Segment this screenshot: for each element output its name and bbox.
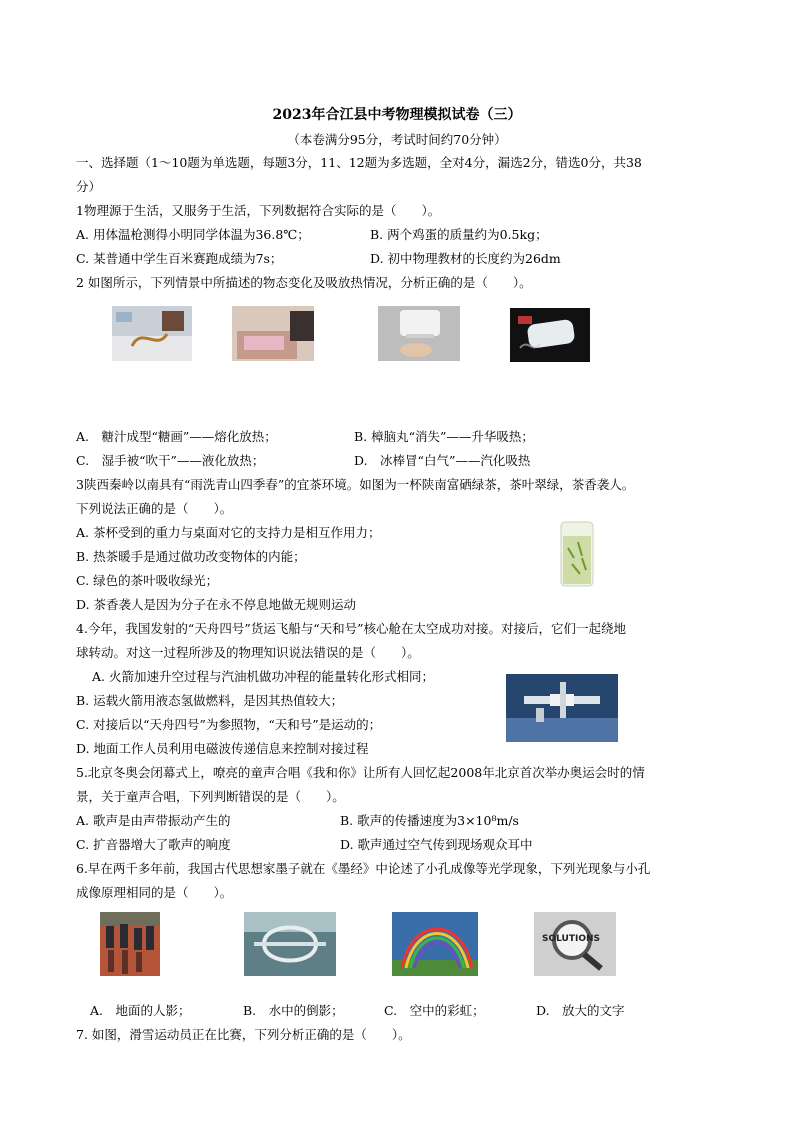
q2-image-camphor xyxy=(232,306,314,361)
q6-stem-line1: 6.早在两千多年前，我国古代思想家墨子就在《墨经》中论述了小孔成像等光学现象，下列光现象与小孔 xyxy=(76,861,651,876)
q4-image-space-station xyxy=(506,674,618,742)
q6-option-c: C. 空中的彩虹； xyxy=(384,1003,485,1018)
q1-option-d: D. 初中物理教材的长度约为26dm xyxy=(370,251,561,266)
section-heading-line2: 分） xyxy=(76,179,102,194)
q5-stem-line2: 景，关于童声合唱，下列判断错误的是（ ）。 xyxy=(76,789,345,804)
q1-option-c: C. 某普通中学生百米赛跑成绩为7s； xyxy=(76,251,283,266)
q6-image-rainbow xyxy=(392,912,478,976)
q3-stem-line2: 下列说法正确的是（ ）。 xyxy=(76,501,233,516)
q1-stem: 1物理源于生活，又服务于生活，下列数据符合实际的是（ ）。 xyxy=(76,203,441,218)
q5-option-a: A. 歌声是由声带振动产生的 xyxy=(76,813,231,828)
q3-option-c: C. 绿色的茶叶吸收绿光； xyxy=(76,573,219,588)
q2-option-b: B. 樟脑丸“消失”——升华吸热； xyxy=(354,429,534,444)
q6-option-d: D. 放大的文字 xyxy=(536,1003,625,1018)
q2-stem: 2 如图所示，下列情景中所描述的物态变化及吸放热情况，分析正确的是（ ）。 xyxy=(76,275,532,290)
q2-option-d: D. 冰棒冒“白气”——汽化吸热 xyxy=(354,453,531,468)
q4-option-a: A. 火箭加速升空过程与汽油机做功冲程的能量转化形式相同； xyxy=(92,669,434,684)
q2-image-hand-dryer xyxy=(378,306,460,361)
q6-option-a: A. 地面的人影； xyxy=(90,1003,191,1018)
page-subtitle: （本卷满分95分，考试时间约70分钟） xyxy=(287,132,507,147)
q2-image-ice-pop xyxy=(510,308,590,362)
q2-option-a: A. 糖汁成型“糖画”——熔化放热； xyxy=(76,429,277,444)
q4-option-d: D. 地面工作人员利用电磁波传递信息来控制对接过程 xyxy=(76,741,369,756)
q5-option-c: C. 扩音器增大了歌声的响度 xyxy=(76,837,231,852)
q1-option-b: B. 两个鸡蛋的质量约为0.5kg； xyxy=(370,227,548,242)
q6-image-shadow xyxy=(100,912,160,976)
q2-option-c: C. 湿手被“吹干”——液化放热； xyxy=(76,453,265,468)
q4-option-c: C. 对接后以“天舟四号”为参照物，“天和号”是运动的； xyxy=(76,717,382,732)
q3-stem-line1: 3陕西秦岭以南具有“雨洗青山四季春”的宜茶环境。如图为一杯陕南富硒绿茶，茶叶翠绿，茶香袭人。 xyxy=(76,477,635,492)
q6-image-magnifier xyxy=(534,912,616,976)
q5-stem-line1: 5.北京冬奥会闭幕式上，嘹亮的童声合唱《我和你》让所有人回忆起2008年北京首次举办奥运会时的情 xyxy=(76,765,645,780)
section-heading-line1: 一、选择题（1～10题为单选题，每题3分，11、12题为多选题，全对4分，漏选2分，错选0分，共38 xyxy=(76,155,642,170)
q4-stem-line2: 球转动。对这一过程所涉及的物理知识说法错误的是（ ）。 xyxy=(76,645,420,660)
q3-option-b: B. 热茶暖手是通过做功改变物体的内能； xyxy=(76,549,306,564)
q2-image-sugar-painting xyxy=(112,306,192,361)
q1-option-a: A. 用体温枪测得小明同学体温为36.8℃； xyxy=(76,227,310,242)
q5-option-b: B. 歌声的传播速度为3×10⁸m/s xyxy=(340,813,519,828)
page-title: 2023年合江县中考物理模拟试卷（三） xyxy=(272,107,522,123)
q4-stem-line1: 4.今年，我国发射的“天舟四号”货运飞船与“天和号”核心舱在太空成功对接。对接后，它们一起绕地 xyxy=(76,621,626,636)
q6-stem-line2: 成像原理相同的是（ ）。 xyxy=(76,885,233,900)
q3-option-d: D. 茶香袭人是因为分子在永不停息地做无规则运动 xyxy=(76,597,357,612)
q7-stem: 7. 如图，滑雪运动员正在比赛，下列分析正确的是（ ）。 xyxy=(76,1027,411,1042)
q3-image-tea-cup xyxy=(556,518,598,590)
q4-option-b: B. 运载火箭用液态氢做燃料，是因其热值较大； xyxy=(76,693,344,708)
q6-image-bridge-reflection xyxy=(244,912,336,976)
q5-option-d: D. 歌声通过空气传到现场观众耳中 xyxy=(340,837,533,852)
q3-option-a: A. 茶杯受到的重力与桌面对它的支持力是相互作用力； xyxy=(76,525,381,540)
q6-magnifier-text: SOLUTIONS xyxy=(542,934,601,944)
q6-option-b: B. 水中的倒影； xyxy=(243,1003,344,1018)
